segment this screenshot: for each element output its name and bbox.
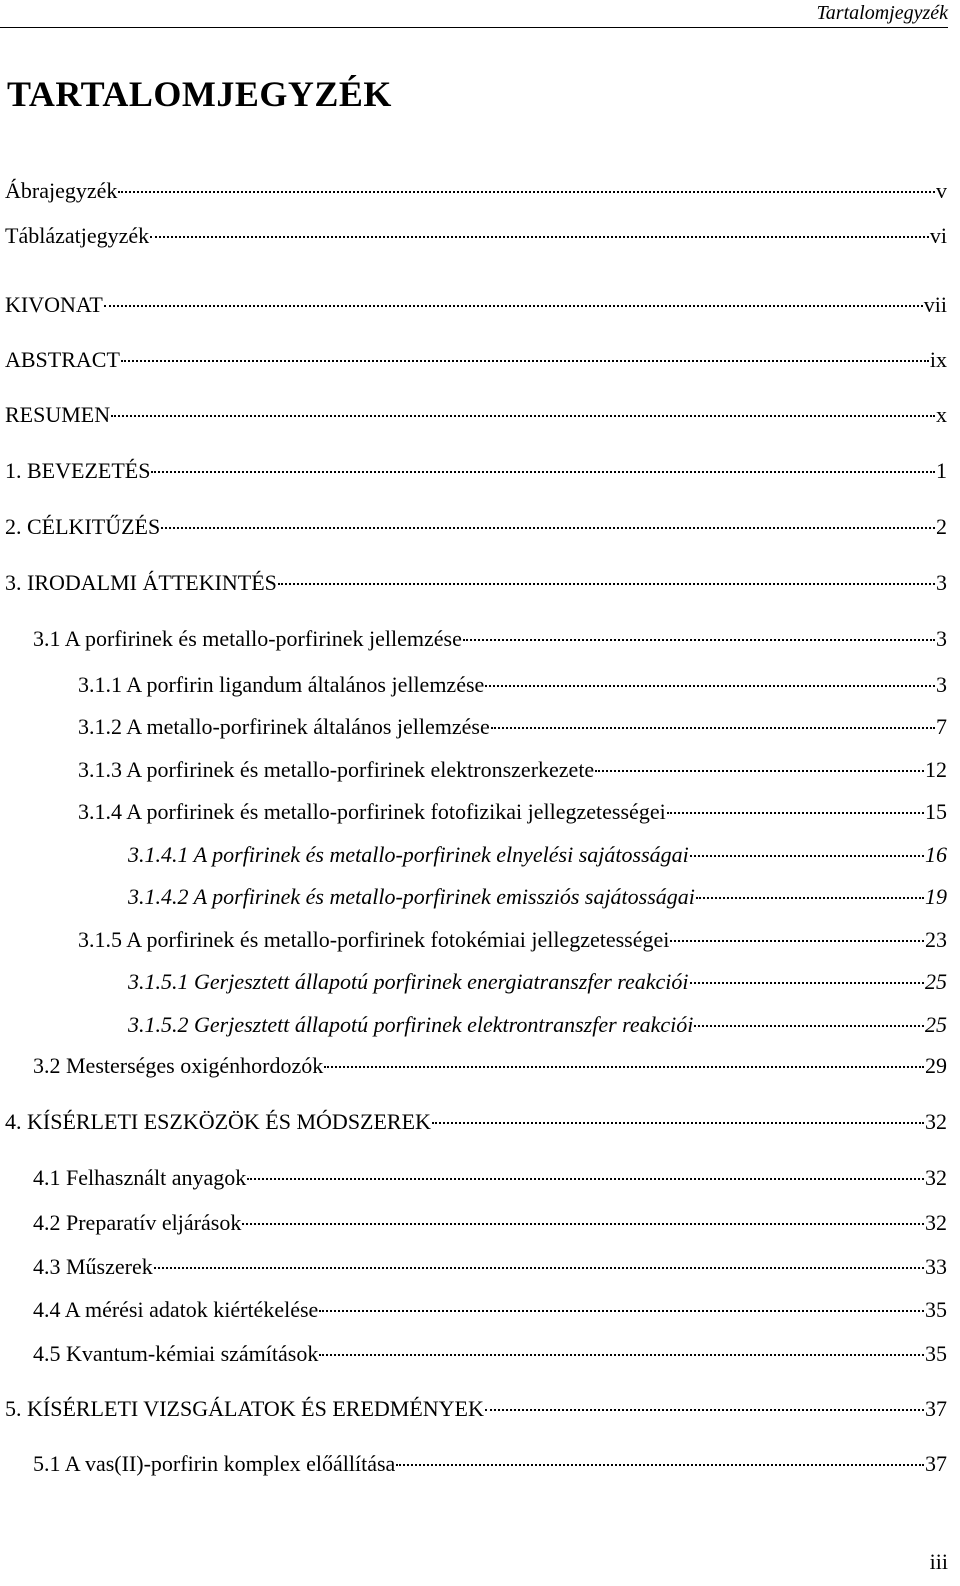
dot-leader bbox=[694, 1025, 924, 1027]
toc-entry-page: 1 bbox=[936, 458, 947, 483]
toc-entry-label: 4.1 Felhasznált anyagok bbox=[33, 1165, 247, 1190]
toc-entry[interactable] bbox=[78, 712, 947, 742]
toc-entry-page: 19 bbox=[925, 884, 947, 909]
toc-entry-label: RESUMEN bbox=[5, 402, 111, 427]
toc-entry[interactable] bbox=[33, 1051, 947, 1081]
dot-leader bbox=[242, 1223, 924, 1225]
toc-entry-label: 4.3 Műszerek bbox=[33, 1254, 153, 1279]
toc-entry[interactable] bbox=[5, 568, 947, 598]
toc-entry[interactable] bbox=[5, 456, 947, 486]
toc-entry[interactable] bbox=[5, 400, 947, 430]
running-header-title: Tartalomjegyzék bbox=[816, 2, 948, 24]
dot-leader bbox=[432, 1122, 924, 1124]
toc-entry-page: 37 bbox=[925, 1396, 947, 1421]
toc-entry[interactable] bbox=[33, 1208, 947, 1238]
toc-entry-label: 3.1.5 A porfirinek és metallo-porfirinek fotokémiai jellegzetességei bbox=[78, 927, 670, 952]
toc-entry-label: ABSTRACT bbox=[5, 347, 120, 372]
dot-leader bbox=[278, 583, 935, 585]
toc-entry-page: vi bbox=[929, 223, 947, 248]
toc-entry-page: ix bbox=[929, 347, 947, 372]
toc-entry-page: 35 bbox=[925, 1297, 947, 1322]
toc-entry-page: 35 bbox=[925, 1341, 947, 1366]
toc-entry-page: 16 bbox=[925, 842, 947, 867]
toc-entry-label: 3.1 A porfirinek és metallo-porfirinek jellemzése bbox=[33, 626, 462, 651]
dot-leader bbox=[161, 527, 935, 529]
dot-leader bbox=[690, 982, 924, 984]
toc-entry[interactable] bbox=[78, 925, 947, 955]
toc-entry-label: 2. CÉLKITŰZÉS bbox=[5, 514, 161, 539]
toc-entry-label: 3. IRODALMI ÁTTEKINTÉS bbox=[5, 570, 277, 595]
toc-entry-label: Táblázatjegyzék bbox=[5, 223, 150, 248]
toc-entry-label: 4.5 Kvantum-kémiai számítások bbox=[33, 1341, 319, 1366]
dot-leader bbox=[111, 415, 935, 417]
toc-entry[interactable] bbox=[5, 512, 947, 542]
toc-entry-label: KIVONAT bbox=[5, 292, 103, 317]
toc-entry[interactable] bbox=[5, 290, 947, 320]
toc-entry-page: 2 bbox=[936, 514, 947, 539]
toc-entry-page: v bbox=[936, 178, 947, 203]
toc-entry-label: 5. KÍSÉRLETI VIZSGÁLATOK ÉS EREDMÉNYEK bbox=[5, 1396, 484, 1421]
toc-entry[interactable] bbox=[128, 1010, 947, 1040]
toc-entry-label: 3.1.4.1 A porfirinek és metallo-porfirinek elnyelési sajátosságai bbox=[128, 842, 689, 867]
toc-entry-page: 25 bbox=[925, 969, 947, 994]
toc-entry-label: 4.4 A mérési adatok kiértékelése bbox=[33, 1297, 319, 1322]
toc-entry[interactable] bbox=[5, 1107, 947, 1137]
toc-entry-label: 3.1.1 A porfirin ligandum általános jellemzése bbox=[78, 672, 485, 697]
toc-entry[interactable] bbox=[78, 755, 947, 785]
toc-entry-page: 32 bbox=[925, 1210, 947, 1235]
dot-leader bbox=[491, 727, 935, 729]
toc-entry-label: 4. KÍSÉRLETI ESZKÖZÖK ÉS MÓDSZEREK bbox=[5, 1109, 431, 1134]
toc-entry-label: 4.2 Preparatív eljárások bbox=[33, 1210, 242, 1235]
toc-entry-page: 12 bbox=[925, 757, 947, 782]
dot-leader bbox=[121, 360, 929, 362]
toc-entry-label: 3.1.5.2 Gerjesztett állapotú porfirinek elektrontranszfer reakciói bbox=[128, 1012, 694, 1037]
toc-entry-page: 23 bbox=[925, 927, 947, 952]
dot-leader bbox=[154, 1267, 924, 1269]
toc-entry[interactable] bbox=[33, 1252, 947, 1282]
toc-entry[interactable] bbox=[33, 1449, 947, 1479]
toc-entry-page: 3 bbox=[936, 626, 947, 651]
toc-entry[interactable] bbox=[128, 882, 947, 912]
toc-entry[interactable] bbox=[33, 1339, 947, 1369]
toc-entry[interactable] bbox=[5, 221, 947, 251]
toc-entry-label: 3.1.4.2 A porfirinek és metallo-porfirinek emissziós sajátosságai bbox=[128, 884, 695, 909]
toc-entry-label: 3.1.3 A porfirinek és metallo-porfirinek elektronszerkezete bbox=[78, 757, 595, 782]
toc-entry-label: Ábrajegyzék bbox=[5, 178, 118, 203]
dot-leader bbox=[670, 940, 924, 942]
toc-entry-label: 3.1.2 A metallo-porfirinek általános jellemzése bbox=[78, 714, 490, 739]
dot-leader bbox=[485, 685, 935, 687]
toc-entry[interactable] bbox=[78, 797, 947, 827]
toc-entry[interactable] bbox=[5, 176, 947, 206]
dot-leader bbox=[690, 855, 924, 857]
toc-entry-page: 37 bbox=[925, 1451, 947, 1476]
toc-entry[interactable] bbox=[128, 840, 947, 870]
dot-leader bbox=[485, 1409, 924, 1411]
toc-entry-page: 33 bbox=[925, 1254, 947, 1279]
dot-leader bbox=[319, 1354, 924, 1356]
dot-leader bbox=[667, 812, 924, 814]
dot-leader bbox=[151, 471, 935, 473]
toc-entry[interactable] bbox=[5, 1394, 947, 1424]
toc-entry-label: 3.1.5.1 Gerjesztett állapotú porfirinek energiatranszfer reakciói bbox=[128, 969, 689, 994]
toc-entry-page: 3 bbox=[936, 570, 947, 595]
toc-entry-page: x bbox=[936, 402, 947, 427]
toc-entry-page: 29 bbox=[925, 1053, 947, 1078]
toc-entry[interactable] bbox=[5, 345, 947, 375]
toc-entry-page: 25 bbox=[925, 1012, 947, 1037]
toc-entry-label: 1. BEVEZETÉS bbox=[5, 458, 151, 483]
dot-leader bbox=[463, 639, 935, 641]
dot-leader bbox=[118, 191, 935, 193]
page-title: TARTALOMJEGYZÉK bbox=[7, 74, 392, 114]
toc-entry-label: 3.1.4 A porfirinek és metallo-porfirinek fotofizikai jellegzetességei bbox=[78, 799, 666, 824]
toc-entry-page: 3 bbox=[936, 672, 947, 697]
dot-leader bbox=[319, 1310, 924, 1312]
toc-entry[interactable] bbox=[78, 670, 947, 700]
toc-entry-label: 5.1 A vas(II)-porfirin komplex előállítása bbox=[33, 1451, 396, 1476]
dot-leader bbox=[150, 236, 929, 238]
toc-entry-page: 32 bbox=[925, 1165, 947, 1190]
dot-leader bbox=[104, 305, 923, 307]
toc-entry[interactable] bbox=[33, 1163, 947, 1193]
dot-leader bbox=[324, 1066, 924, 1068]
page-number: iii bbox=[929, 1549, 948, 1574]
toc-entry[interactable] bbox=[33, 1295, 947, 1325]
toc-entry[interactable] bbox=[33, 624, 947, 654]
dot-leader bbox=[696, 897, 924, 899]
toc-entry-page: vii bbox=[923, 292, 947, 317]
toc-entry-page: 15 bbox=[925, 799, 947, 824]
toc-entry-page: 7 bbox=[936, 714, 947, 739]
dot-leader bbox=[595, 770, 924, 772]
toc-entry[interactable] bbox=[128, 967, 947, 997]
dot-leader bbox=[247, 1178, 924, 1180]
toc-entry-page: 32 bbox=[925, 1109, 947, 1134]
toc-entry-label: 3.2 Mesterséges oxigénhordozók bbox=[33, 1053, 324, 1078]
dot-leader bbox=[396, 1464, 924, 1466]
